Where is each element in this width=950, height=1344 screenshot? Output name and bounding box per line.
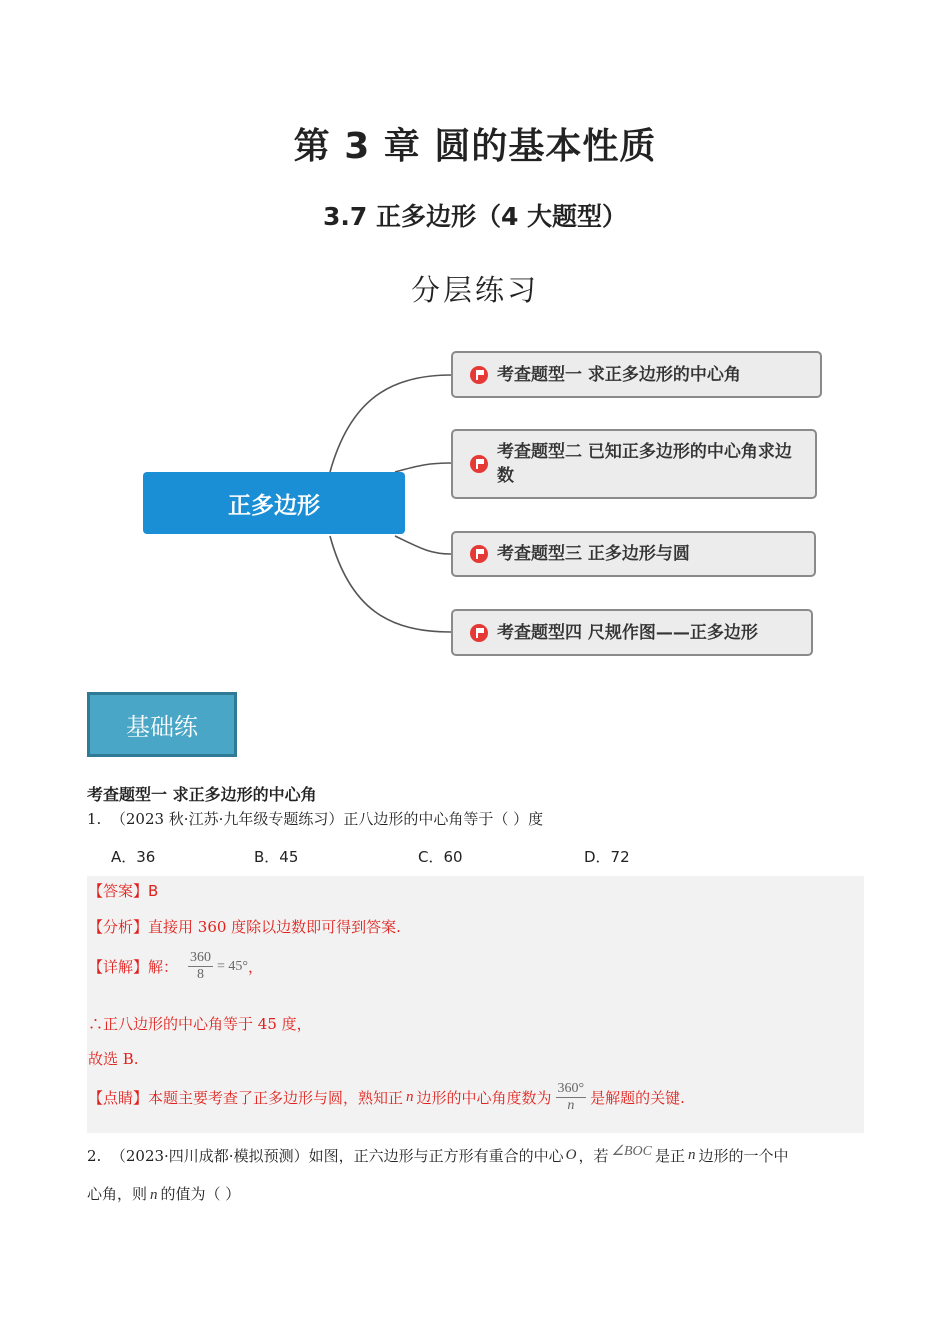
analysis-line <box>88 916 401 937</box>
fraction-result: = 45° <box>217 958 249 974</box>
question-text: 是正 <box>655 1147 686 1165</box>
var-n: n <box>688 1147 696 1163</box>
analysis-tag: 【分析】 <box>88 918 149 936</box>
option-b: B．45 <box>254 848 299 866</box>
fraction-360-over-n: $\frac{360^\circ}{n}$ <box>557 1081 585 1113</box>
fraction-360-over-8: $\frac{360}{8}$ <box>190 950 212 982</box>
level-badge: 基础练 <box>87 692 237 757</box>
comment-var: n <box>406 1089 414 1105</box>
section-title: 3.7 正多边形（4 大题型） <box>322 202 628 231</box>
comment-text-3: 是解题的关键. <box>590 1089 685 1107</box>
detail-line-2: ∴正八边形的中心角等于 45 度， <box>88 1015 312 1033</box>
question-source: （2023 秋·江苏·九年级专题练习） <box>110 810 344 828</box>
detail-prefix: 解： <box>148 958 179 976</box>
angle-boc: ∠BOC <box>611 1144 653 1159</box>
question-text: 的值为（ ） <box>160 1185 241 1203</box>
connector-1 <box>330 375 451 472</box>
detail-line-3: 故选 B. <box>88 1050 139 1068</box>
question-stem: 正八边形的中心角等于（ ）度 <box>343 810 544 828</box>
page-subtitle: 分层练习 <box>410 273 539 307</box>
branch-label: 考查题型三 正多边形与圆 <box>497 544 690 564</box>
question-2 <box>87 1145 789 1166</box>
detail-tag: 【详解】 <box>88 958 149 976</box>
connector-2 <box>395 463 451 472</box>
question-text: ，若 <box>578 1147 609 1165</box>
connector-4 <box>330 536 451 632</box>
comment-tag: 【点睛】 <box>88 1089 149 1107</box>
comment-line <box>88 1081 685 1114</box>
chapter-title: 第 3 章 圆的基本性质 <box>293 126 657 167</box>
flag-icon <box>470 624 488 642</box>
var-n: n <box>150 1187 158 1203</box>
flag-icon <box>470 366 488 384</box>
question-text: 心角，则 <box>87 1185 148 1203</box>
var-o: O <box>565 1147 577 1163</box>
flag-icon <box>470 545 488 563</box>
question-2-line-2 <box>87 1183 240 1204</box>
comment-text-1: 本题主要考查了正多边形与圆，熟知正 <box>148 1089 404 1107</box>
answer-value: B <box>148 882 159 900</box>
mind-map-branch-2 <box>451 429 817 499</box>
question-source: （2023·四川成都·模拟预测） <box>110 1147 309 1165</box>
mind-map-center: 正多边形 <box>143 472 405 534</box>
mind-map-branch-3 <box>451 531 816 577</box>
option-c: C．60 <box>418 848 463 866</box>
mind-map-branch-4 <box>451 609 813 656</box>
option-a: A．36 <box>111 848 156 866</box>
analysis-text: 直接用 360 度除以边数即可得到答案. <box>148 918 401 936</box>
answer-tag: 【答案】 <box>88 882 149 900</box>
question-text: 边形的一个中 <box>698 1147 789 1165</box>
connector-3 <box>395 536 451 554</box>
branch-label: 考查题型二 已知正多边形的中心角求边数 <box>497 442 792 486</box>
comment-text-2: 边形的中心角度数为 <box>416 1089 552 1107</box>
detail-line <box>88 950 263 983</box>
branch-label: 考查题型四 尺规作图——正多边形 <box>497 622 758 643</box>
question-text: 如图，正六边形与正方形有重合的中心 <box>308 1147 564 1165</box>
branch-label: 考查题型一 求正多边形的中心角 <box>497 364 741 385</box>
detail-suffix: ， <box>248 958 264 976</box>
question-1 <box>87 808 543 829</box>
option-d: D．72 <box>584 848 630 866</box>
question-number: 2. <box>87 1146 102 1165</box>
question-type-heading: 考查题型一 求正多边形的中心角 <box>87 785 317 804</box>
mind-map-branch-1 <box>451 351 822 398</box>
answer-line <box>88 880 158 901</box>
flag-icon <box>470 455 488 473</box>
question-number: 1. <box>87 810 102 828</box>
